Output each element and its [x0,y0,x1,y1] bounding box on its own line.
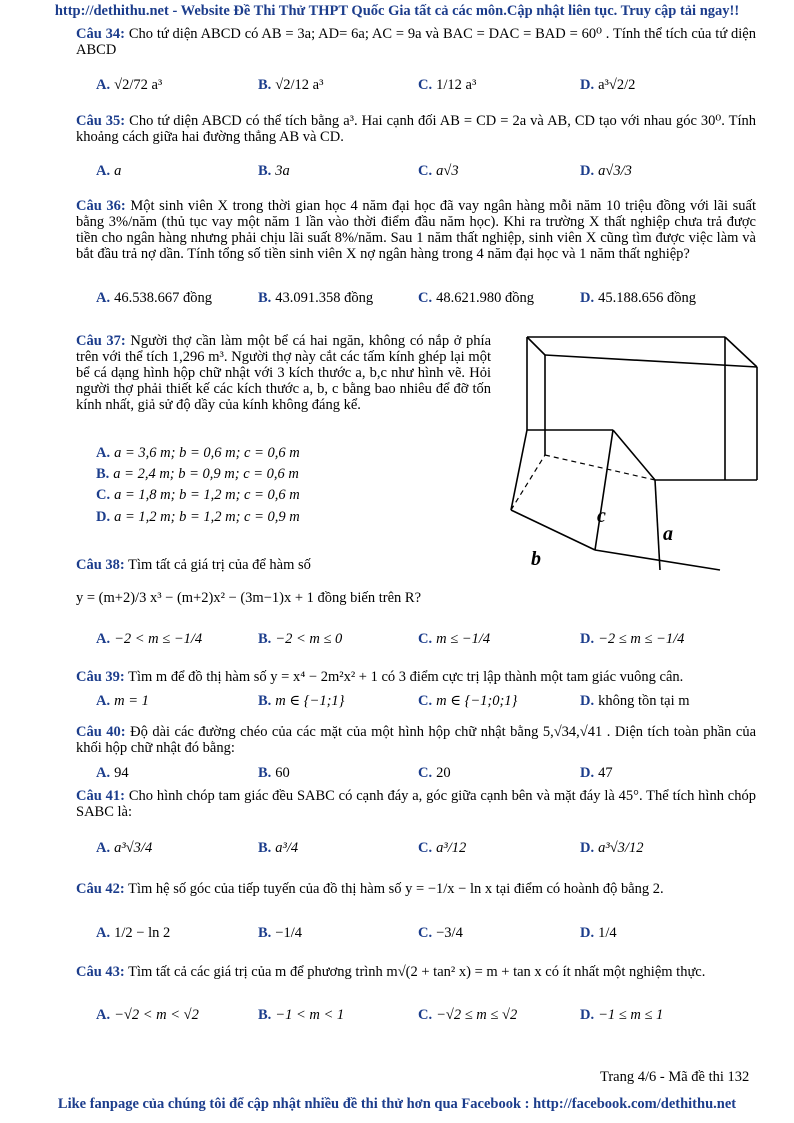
option-a[interactable] [96,154,121,188]
question-43 [76,964,756,980]
option-letter: C. [418,1007,433,1023]
question-35 [76,113,756,145]
option-value: 94 [114,765,129,781]
option-b[interactable] [96,466,416,482]
option-a[interactable] [96,831,152,865]
option-value: 48.621.980 đồng [436,290,534,306]
option-a[interactable] [96,1006,199,1024]
option-c[interactable] [418,289,534,307]
option-letter: A. [96,1007,111,1023]
option-a[interactable] [96,68,162,102]
question-38-formula: y = (m+2)/3 x³ − (m+2)x² − (3m−1)x + 1 đồng biến trên R? [76,590,422,606]
fish-tank-figure [495,325,785,590]
option-c[interactable] [418,154,459,188]
question-text: Độ dài các đường chéo của các mặt của một hình hộp chữ nhật bằng 5,√34,√41 . Diện tích toàn phần của khối hộp chữ nhật đó bằng: [76,724,757,756]
question-text: Cho tứ diện ABCD có AB = 3a; AD= 6a; AC = 9a và BAC = DAC = BAD = 60⁰ . Tính thể tích của tứ diện ABCD [76,26,756,58]
option-value: −√2 ≤ m ≤ √2 [436,1007,518,1023]
option-c[interactable] [418,692,517,710]
option-letter: D. [580,1007,595,1023]
option-letter: C. [418,163,433,179]
option-letter: D. [580,693,595,709]
question-42 [76,881,756,897]
option-letter: D. [580,765,595,781]
question-number: Câu 39: [76,669,125,685]
option-b[interactable] [258,764,290,782]
options-35 [96,154,756,188]
option-c[interactable] [418,622,490,656]
option-value: 20 [436,765,451,781]
question-36 [76,198,756,262]
option-a[interactable] [96,445,416,461]
option-value: 1/12 a³ [436,77,477,93]
option-value: a³√2/2 [598,77,636,93]
option-a[interactable] [96,289,212,307]
option-letter: C. [418,631,433,647]
option-letter: D. [580,163,595,179]
option-value: 43.091.358 đồng [275,290,374,306]
option-letter: D. [580,925,595,941]
option-a[interactable] [96,692,149,710]
option-b[interactable] [258,1006,344,1024]
options-41 [96,831,756,865]
question-39 [76,669,756,685]
option-value: −1/4 [275,925,303,941]
option-value: −√2 < m < √2 [114,1007,199,1023]
option-letter: B. [258,693,272,709]
option-letter: B. [258,925,272,941]
option-value: m ≤ −1/4 [436,631,491,647]
page-info: Trang 4/6 - Mã đề thi 132 [600,1069,750,1085]
option-value: không tồn tại m [598,693,690,709]
option-value: a√3/3 [598,163,632,179]
option-c[interactable] [418,1006,517,1024]
option-d[interactable] [580,154,632,188]
option-value: −1 ≤ m ≤ 1 [598,1007,664,1023]
option-value: a = 3,6 m; b = 0,6 m; c = 0,6 m [114,445,300,461]
option-letter: B. [258,163,272,179]
option-value: a³√3/4 [114,840,153,856]
question-text: Cho tứ diện ABCD có thể tích bằng a³. Hai cạnh đối AB = CD = 2a và AB, CD tạo với nhau góc 30⁰. Tính khoảng cách giữa hai đường thẳng AB và CD. [76,113,756,145]
option-letter: A. [96,163,111,179]
question-number: Câu 36: [76,198,126,214]
option-d[interactable] [580,692,690,710]
option-value: m ∈ {−1;0;1} [436,693,518,709]
option-letter: C. [418,290,433,306]
question-number: Câu 41: [76,788,125,804]
options-42 [96,916,756,950]
option-value: √2/72 a³ [114,77,163,93]
option-value: √2/12 a³ [275,77,324,93]
question-number: Câu 38: [76,557,125,573]
label-a: a [663,523,673,545]
question-text: Một sinh viên X trong thời gian học 4 năm đại học đã vay ngân hàng mỗi năm 10 triệu đồng với lãi suất bằng 3%/năm (thủ tục vay một năm 1 lần vào thời điểm đầu năm học). Khi ra trường X thất nghiệp chưa trả được tiền cho ngân hàng nhưng phải chịu lãi suất 8%/năm. Sau 1 năm thất nghiệp, sinh viên X cũng tìm được việc làm và bắt đầu trả nợ dần. Tính tổng số tiền sinh viên X nợ ngân hàng trong 4 năm đại học và 1 năm thất nghiệp? [76,198,756,262]
option-b[interactable] [258,831,298,865]
options-38 [96,622,756,656]
option-letter: A. [96,693,111,709]
option-value: 46.538.667 đồng [114,290,212,306]
option-value: 3a [275,163,290,179]
option-b[interactable] [258,916,302,950]
question-number: Câu 43: [76,964,125,980]
option-letter: A. [96,631,111,647]
option-letter: D. [580,290,595,306]
option-letter: D. [580,77,595,93]
option-letter: D. [580,840,595,856]
option-letter: B. [258,765,272,781]
question-text: Tìm tất cả các giá trị của m để phương trình m√(2 + tan² x) = m + tan x có ít nhất một nghiệm thực. [128,964,706,980]
option-value: 1/2 − ln 2 [114,925,171,941]
option-letter: C. [418,765,433,781]
option-letter: B. [258,840,272,856]
option-letter: A. [96,290,111,306]
option-letter: B. [258,290,272,306]
question-40 [76,724,756,756]
label-c: c [597,505,606,527]
question-text: Tìm hệ số góc của tiếp tuyến của đồ thị hàm số y = −1/x − ln x tại điểm có hoành độ bằng 2. [128,881,664,897]
option-value: −2 < m ≤ 0 [275,631,343,647]
option-a[interactable] [96,622,202,656]
question-text: Tìm tất cả giá trị của để hàm số [128,557,311,573]
option-b[interactable] [258,154,290,188]
option-letter: C. [96,487,111,504]
option-a[interactable] [96,916,170,950]
footer-banner[interactable]: Like fanpage của chúng tôi để cập nhật nhiều đề thi thử hơn qua Facebook : http://facebook.com/dethithu.net [57,1096,737,1112]
question-number: Câu 40: [76,724,126,740]
option-value: 45.188.656 đồng [598,290,696,306]
option-b[interactable] [258,289,373,307]
option-a[interactable] [96,764,129,782]
option-value: a³/12 [436,840,467,856]
options-37 [96,445,416,530]
option-value: a [114,163,122,179]
option-letter: C. [418,77,433,93]
option-value: −2 < m ≤ −1/4 [114,631,203,647]
option-letter: A. [96,445,111,461]
options-39 [96,692,756,710]
options-43 [96,1006,756,1024]
option-value: 1/4 [598,925,617,941]
option-d[interactable] [580,622,684,656]
option-c[interactable] [418,764,451,782]
option-value: a³/4 [275,840,299,856]
question-34 [76,26,756,58]
option-value: −3/4 [436,925,463,941]
option-letter: A. [96,840,111,856]
question-38 [76,557,496,573]
option-c[interactable] [418,916,463,950]
option-letter: A. [96,925,111,941]
option-d[interactable] [580,916,617,950]
option-value: a = 1,8 m; b = 1,2 m; c = 0,6 m [114,487,300,504]
question-number: Câu 35: [76,113,126,129]
option-value: 47 [598,765,613,781]
options-40 [96,764,756,782]
question-text: Người thợ cần làm một bể cá hai ngăn, không có nắp ở phía trên với thể tích 1,296 m³. Người thợ này cắt các tấm kính ghép lại một bể cá dạng hình hộp chữ nhật với 3 kích thước a, b,c như hình vẽ. Hỏi người thợ phải thiết kế các kích thước a, b, c bằng bao nhiêu để đỡ tốn kính nhất, giả sử độ dầy của kính không đáng kể. [76,333,492,413]
option-value: a√3 [436,163,459,179]
options-36 [96,289,756,307]
header-banner[interactable]: http://dethithu.net - Website Đề Thi Thử THPT Quốc Gia tất cả các môn.Cập nhật liên tục. Truy cập tải ngay!! [54,3,740,19]
option-letter: B. [258,1007,272,1023]
option-d[interactable] [580,68,635,102]
option-letter: A. [96,765,111,781]
option-letter: B. [96,466,110,483]
option-b[interactable] [258,692,344,710]
option-value: −2 ≤ m ≤ −1/4 [598,631,685,647]
option-letter: C. [418,840,433,856]
option-value: a = 1,2 m; b = 1,2 m; c = 0,9 m [114,508,300,525]
option-value: 60 [275,765,290,781]
question-text: Tìm m để đồ thị hàm số y = x⁴ − 2m²x² + 1 có 3 điểm cực trị lập thành một tam giác vuông cân. [128,669,684,685]
option-letter: B. [258,631,272,647]
option-value: m = 1 [114,693,149,709]
option-letter: D. [96,508,111,525]
option-letter: B. [258,77,272,93]
option-letter: A. [96,77,111,93]
option-d[interactable] [580,831,643,865]
question-number: Câu 42: [76,881,125,897]
option-value: a³√3/12 [598,840,644,856]
option-c[interactable] [96,487,416,503]
option-d[interactable] [580,764,613,782]
question-text: Cho hình chóp tam giác đều SABC có cạnh đáy a, góc giữa cạnh bên và mặt đáy là 45°. Thể tích hình chóp SABC là: [76,788,756,820]
option-value: m ∈ {−1;1} [275,693,345,709]
question-41 [76,788,756,820]
options-34 [96,68,756,102]
option-b[interactable] [258,622,342,656]
option-d[interactable] [580,289,696,307]
option-letter: D. [580,631,595,647]
option-b[interactable] [258,68,323,102]
option-d[interactable] [96,509,416,525]
option-letter: C. [418,693,433,709]
option-value: a = 2,4 m; b = 0,9 m; c = 0,6 m [113,466,299,483]
question-37 [76,333,491,413]
option-letter: C. [418,925,433,941]
option-c[interactable] [418,831,466,865]
option-c[interactable] [418,68,476,102]
question-number: Câu 34: [76,26,125,42]
label-b: b [531,548,541,570]
question-number: Câu 37: [76,333,126,349]
option-d[interactable] [580,1006,663,1024]
option-value: −1 < m < 1 [275,1007,345,1023]
